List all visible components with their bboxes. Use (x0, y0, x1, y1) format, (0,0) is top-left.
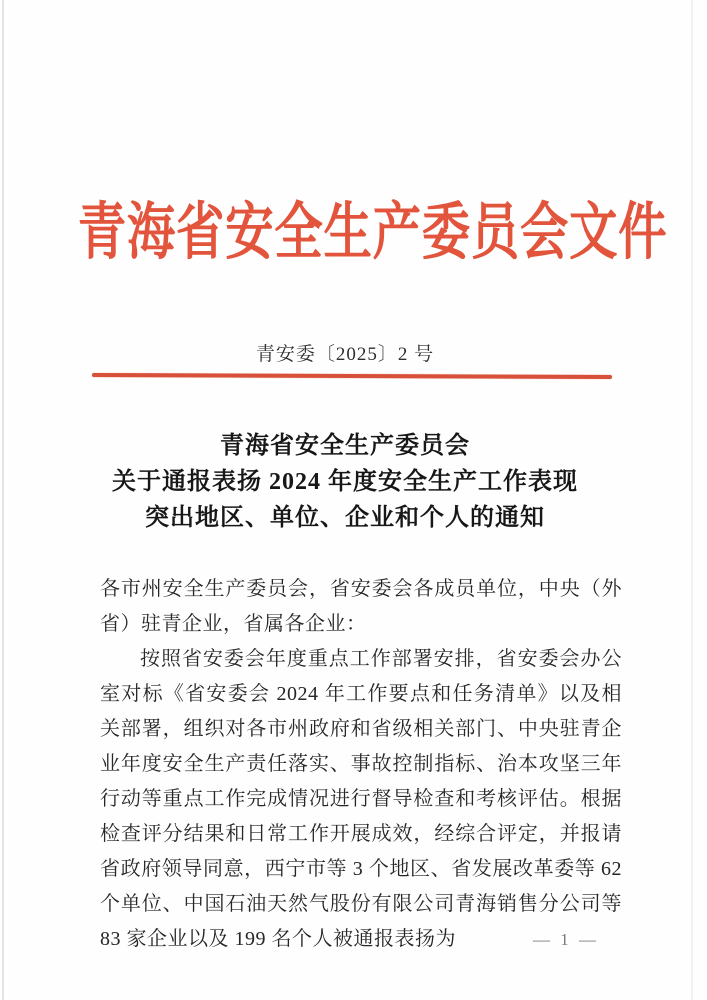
body-paragraph: 按照省安委会年度重点工作部署安排，省安委会办公室对标《省安委会 2024 年工作要点和任务清单》以及相关部署，组织对各市州政府和省级相关部门、中央驻青企业年度安全生产责任落实、事故控制指标、治本攻坚三年行动等重点工作完成情况进行督导检查和考核评估。根据检查评分结果和日常工作开展成效，经综合评定，并报请省政府领导同意，西宁市等 3 个地区、省发展改革委等 62 个单位、中国石油天然气股份有限公司青海销售分公司等 83 家企业以及 199 名个人被通报表扬为 (100, 648, 622, 950)
notice-title (0, 428, 690, 536)
notice-title-line1: 青海省安全生产委员会 (220, 433, 470, 459)
red-divider-line (92, 373, 612, 379)
notice-title-line3: 突出地区、单位、企业和个人的通知 (145, 505, 545, 531)
scan-edge-right (691, 0, 693, 1000)
document-body (100, 572, 622, 957)
page-number: — 1 — (533, 930, 599, 949)
document-header-title: 青海省安全生产委员会文件 (77, 199, 668, 267)
doc-number: 青安委〔2025〕2 号 (255, 344, 435, 365)
notice-title-line2: 关于通报表扬 2024 年度安全生产工作表现 (112, 469, 578, 495)
salutation: 各市州安全生产委员会，省安委会各成员单位，中央（外省）驻青企业，省属各企业： (100, 578, 622, 635)
